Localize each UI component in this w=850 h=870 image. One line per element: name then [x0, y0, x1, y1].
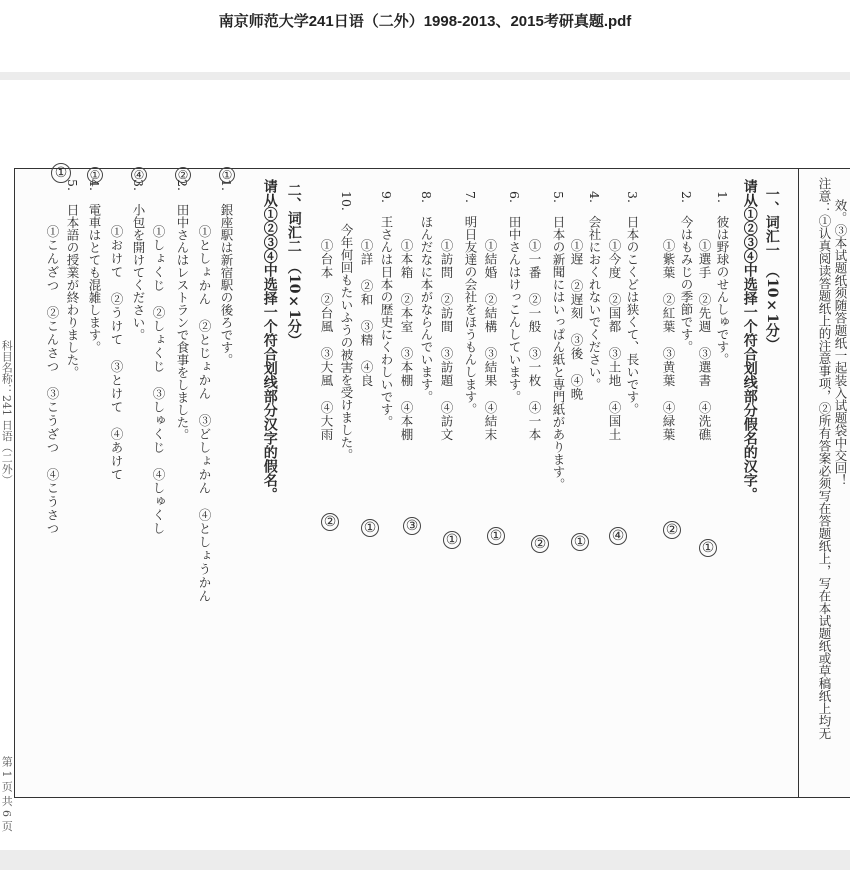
answer-mark-s2-5: ①	[51, 163, 71, 183]
section1-q2-options: ①紫葉 ②紅葉 ③黄葉 ④緑葉	[661, 239, 676, 442]
section1-q7-options: ①訪問 ②訪間 ③訪題 ④訪文	[439, 239, 454, 442]
section1-q7: 7. 明日友達の会社をほうもんします。	[463, 191, 478, 416]
answer-mark-s2-4: ①	[87, 167, 103, 183]
section2-q3: 3. 小包を開けてください。	[131, 179, 146, 341]
notice-line-1: 注意：①认真阅读答题纸上的注意事项，②所有答案必须写在答题纸上，写在本试题纸或草稿纸上均无	[817, 177, 832, 740]
answer-mark-s1-10: ②	[321, 513, 339, 531]
pdf-page[interactable]	[0, 80, 850, 850]
section1-q10-options: ①台本 ②台風 ③大風 ④大雨	[319, 239, 334, 442]
section2-q2-options: ①しょくじ ②しょくじ ③しゅくじ ④しゅくし	[151, 225, 166, 536]
section1-q1-options: ①選手 ②先週 ③選書 ④洗礁	[697, 239, 712, 442]
section2-q5: 5. 日本語の授業が終わりました。	[65, 179, 80, 379]
answer-mark-s1-1: ①	[699, 539, 717, 557]
viewer-gutter-bottom	[0, 850, 850, 870]
section1-q1: 1. 彼は野球のせんしゅです。	[715, 191, 730, 366]
document-title[interactable]: 南京师范大学241日语（二外）1998-2013、2015考研真题.pdf	[218, 13, 632, 30]
section1-heading: 一、词汇一 （10×1分）	[763, 187, 780, 352]
section2-q5-options: ①こんざつ ②こんさつ ③こうざつ ④こうさつ	[45, 225, 60, 536]
section2-q4: 4. 電車はとても混雑します。	[87, 179, 102, 354]
section1-q3: 3. 日本のこくどは狭くて、長いです。	[625, 191, 640, 416]
section2-q1: 1. 銀座駅は新宿駅の後ろです。	[219, 179, 234, 366]
section2-q1-options: ①としょかん ②とじょかん ③どしょかん ④としょうかん	[197, 225, 212, 603]
answer-mark-s1-8: ③	[403, 517, 421, 535]
answer-mark-s1-7: ①	[443, 531, 461, 549]
answer-mark-s1-4: ①	[571, 533, 589, 551]
section1-q5: 5. 日本の新聞にはいっぱん紙と専門紙があります。	[551, 191, 566, 491]
answer-mark-s2-2: ②	[175, 167, 191, 183]
section2-heading: 二、词汇二 （10×1分）	[285, 183, 302, 348]
viewer-gutter-top	[0, 72, 850, 80]
footer-page: 第 1 页 共 6 页	[0, 756, 14, 832]
notice-line-2: 效。③本试题纸须随答题纸一起装入试题袋中交回！	[833, 199, 848, 487]
section2-q2: 2. 田中さんはレストランで食事をしました。	[175, 179, 190, 441]
answer-mark-s1-3: ④	[609, 527, 627, 545]
answer-mark-s1-9: ①	[361, 519, 379, 537]
scanned-exam-page	[14, 165, 850, 798]
footer-subject: 科目名称：241 日语（二外）	[0, 340, 14, 486]
section1-q10: 10. 今年何回もたいふうの被害を受けました。	[339, 191, 354, 461]
section1-q6: 6. 田中さんはけっこんしています。	[507, 191, 522, 403]
section1-q9: 9. 王さんは日本の歴史にくわしいです。	[379, 191, 394, 428]
section1-q8: 8. ほんだなに本がならんでいます。	[419, 191, 434, 403]
section1-q4: 4. 会社におくれないでください。	[587, 191, 602, 391]
section1-q8-options: ①本箱 ②本室 ③本棚 ④本棚	[399, 239, 414, 442]
section1-q6-options: ①結婚 ②結構 ③結果 ④結末	[483, 239, 498, 442]
answer-mark-s1-6: ①	[487, 527, 505, 545]
section1-q2: 2. 今はもみじの季節です。	[679, 191, 694, 353]
section1-q3-options: ①今度 ②国都 ③土地 ④国土	[607, 239, 622, 442]
answer-mark-s1-2: ②	[663, 521, 681, 539]
notice-box	[798, 169, 850, 797]
section1-q4-options: ①遅 ②遅刻 ③後 ④晩	[569, 239, 584, 401]
section1-q9-options: ①詳 ②和 ③精 ④良	[359, 239, 374, 388]
section2-q3-options: ①おけて ②うけて ③とけて ④あけて	[109, 225, 124, 482]
section1-instruction: 请从①②③④中选择一个符合划线部分假名的汉字。	[741, 179, 758, 501]
section2-instruction: 请从①②③④中选择一个符合划线部分汉字的假名。	[261, 179, 278, 501]
answer-mark-s1-5: ②	[531, 535, 549, 553]
answer-mark-s2-1: ①	[219, 167, 235, 183]
title-bar	[0, 0, 850, 72]
answer-mark-s2-3: ④	[131, 167, 147, 183]
section1-q5-options: ①一番 ②一般 ③一枚 ④一本	[527, 239, 542, 442]
